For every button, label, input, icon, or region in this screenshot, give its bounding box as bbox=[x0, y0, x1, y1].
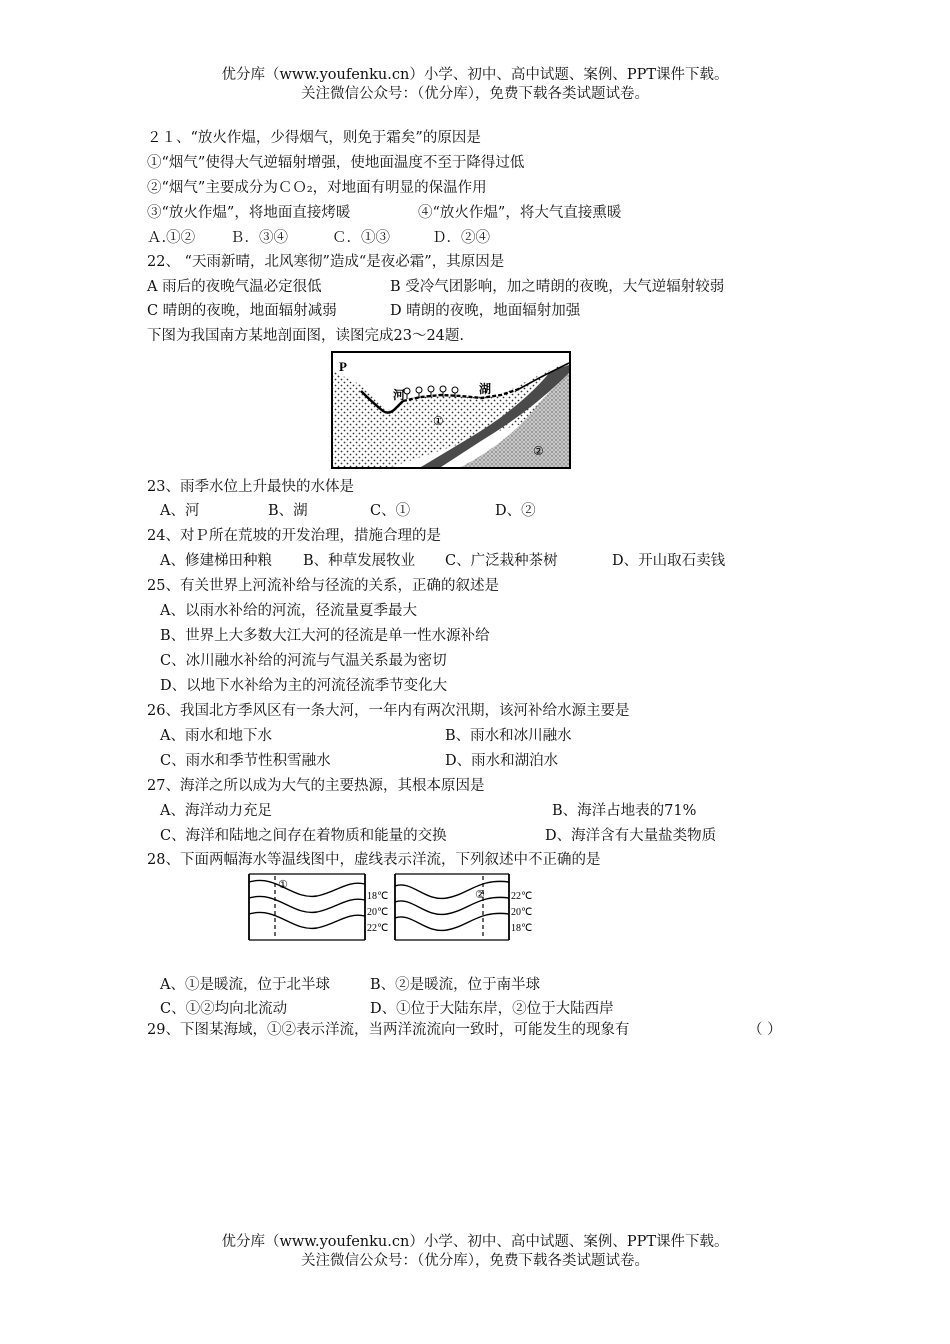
q25-stem: 25、有关世界上河流补给与径流的关系，正确的叙述是 bbox=[147, 578, 499, 594]
q21-option-d: Ｄ．②④ bbox=[432, 230, 490, 246]
q28-option-b: B、②是暖流，位于南半球 bbox=[370, 977, 541, 993]
q27-option-b: B、海洋占地表的71% bbox=[552, 803, 697, 819]
page-header bbox=[0, 66, 950, 104]
q26-option-d: D、雨水和湖泊水 bbox=[445, 753, 559, 769]
q27-option-d: D、海洋含有大量盐类物质 bbox=[545, 828, 717, 844]
label-lake: 湖 bbox=[479, 382, 492, 396]
q27-stem: 27、海洋之所以成为大气的主要热源，其根本原因是 bbox=[147, 778, 485, 794]
q21-option-c: Ｃ．①③ bbox=[332, 230, 390, 246]
q26-option-b: B、雨水和冰川融水 bbox=[445, 728, 572, 744]
q27-option-a: A、海洋动力充足 bbox=[160, 803, 272, 819]
footer-line-1: 优分库（www.youfenku.cn）小学、初中、高中试题、案例、PPT课件下载。 bbox=[221, 1234, 729, 1250]
q24-stem: 24、对Ｐ所在荒坡的开发治理，措施合理的是 bbox=[147, 528, 441, 544]
left-isotherm-20: 20℃ bbox=[367, 907, 389, 918]
label-1: ① bbox=[433, 414, 444, 428]
q21-option-b: Ｂ．③④ bbox=[230, 230, 288, 246]
q28-option-c: C、①②均向北流动 bbox=[160, 1001, 288, 1017]
q22-option-c: C 晴朗的夜晚，地面辐射减弱 bbox=[147, 303, 337, 319]
q21-statement-2: ②“烟气”主要成分为ＣＯ₂，对地面有明显的保温作用 bbox=[147, 180, 487, 196]
q24-option-a: A、修建梯田种粮 bbox=[160, 553, 272, 569]
q24-option-d: D、开山取石卖钱 bbox=[612, 553, 726, 569]
label-p: P bbox=[339, 359, 347, 374]
q29-stem: 29、下图某海域，①②表示洋流，当两洋流流向一致时，可能发生的现象有 bbox=[147, 1022, 630, 1038]
q24-option-b: B、种草发展牧业 bbox=[303, 553, 416, 569]
q24-option-c: C、广泛栽种茶树 bbox=[445, 553, 558, 569]
q28-option-a: A、①是暖流，位于北半球 bbox=[160, 977, 330, 993]
q23-option-c: C、① bbox=[370, 503, 411, 519]
q21-statement-3: ③“放火作煴”，将地面直接烤暖 bbox=[147, 205, 351, 221]
right-isotherm-22: 22℃ bbox=[511, 891, 533, 902]
q22-option-b: B 受冷气团影响，加之晴朗的夜晚，大气逆辐射较弱 bbox=[390, 279, 725, 295]
cross-section-figure bbox=[331, 351, 571, 469]
intro-23-24: 下图为我国南方某地剖面图，读图完成23～24题. bbox=[147, 328, 465, 344]
label-2: ② bbox=[533, 444, 544, 458]
q25-option-a: A、以雨水补给的河流，径流量夏季最大 bbox=[160, 603, 417, 619]
q23-option-a: A、河 bbox=[160, 503, 200, 519]
q22-option-a: A 雨后的夜晚气温必定很低 bbox=[147, 279, 322, 295]
q22-option-d: D 晴朗的夜晚，地面辐射加强 bbox=[390, 303, 581, 319]
q21-statement-1: ①“烟气”使得大气逆辐射增强，使地面温度不至于降得过低 bbox=[147, 155, 525, 171]
q26-option-a: A、雨水和地下水 bbox=[160, 728, 272, 744]
right-current-mark: ② bbox=[475, 888, 485, 901]
isotherm-figure bbox=[247, 870, 539, 944]
q25-option-b: B、世界上大多数大江大河的径流是单一性水源补给 bbox=[160, 628, 490, 644]
q21-statement-4: ④“放火作煴”，将大气直接熏暖 bbox=[418, 205, 622, 221]
left-isotherm-22: 22℃ bbox=[367, 923, 389, 934]
header-line-1: 优分库（www.youfenku.cn）小学、初中、高中试题、案例、PPT课件下载。 bbox=[221, 67, 729, 83]
isotherm-map-left bbox=[249, 874, 365, 940]
page-footer bbox=[0, 1233, 950, 1271]
q22-stem: 22、 “天雨新晴，北风寒彻”造成“是夜必霜”，其原因是 bbox=[147, 254, 505, 270]
q21-option-a: Ａ.①② bbox=[147, 230, 196, 246]
footer-line-2: 关注微信公众号：（优分库），免费下载各类试题试卷。 bbox=[301, 1253, 649, 1269]
left-isotherm-18: 18℃ bbox=[367, 891, 389, 902]
q23-option-b: B、湖 bbox=[268, 503, 308, 519]
q25-option-d: D、以地下水补给为主的河流径流季节变化大 bbox=[160, 678, 448, 694]
q21-stem: ２１、“放火作煴，少得烟气，则免于霜矣”的原因是 bbox=[147, 130, 481, 146]
q28-option-d: D、①位于大陆东岸，②位于大陆西岸 bbox=[370, 1001, 614, 1017]
q23-stem: 23、雨季水位上升最快的水体是 bbox=[147, 479, 354, 495]
q27-option-c: C、海洋和陆地之间存在着物质和能量的交换 bbox=[160, 828, 447, 844]
right-isotherm-20: 20℃ bbox=[511, 907, 533, 918]
q23-option-d: D、② bbox=[495, 503, 536, 519]
q26-stem: 26、我国北方季风区有一条大河，一年内有两次汛期，该河补给水源主要是 bbox=[147, 703, 630, 719]
q29-answer-blank: （ ） bbox=[748, 1022, 782, 1038]
q28-stem: 28、下面两幅海水等温线图中，虚线表示洋流，下列叙述中不正确的是 bbox=[147, 852, 601, 868]
q26-option-c: C、雨水和季节性积雪融水 bbox=[160, 753, 331, 769]
header-line-2: 关注微信公众号：（优分库），免费下载各类试题试卷。 bbox=[301, 86, 649, 102]
right-isotherm-18: 18℃ bbox=[511, 923, 533, 934]
left-current-mark: ① bbox=[278, 878, 288, 891]
isotherm-map-right bbox=[395, 874, 509, 940]
label-river: 河 bbox=[393, 388, 406, 402]
q25-option-c: C、冰川融水补给的河流与气温关系最为密切 bbox=[160, 653, 447, 669]
